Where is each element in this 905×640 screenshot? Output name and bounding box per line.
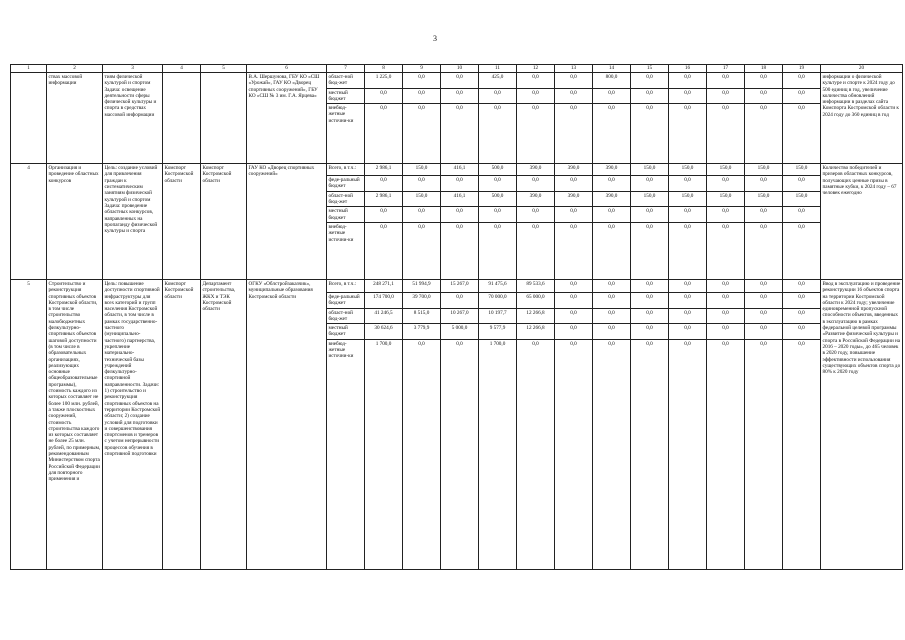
participants: ОГКУ «Облстройзаказчик», муниципальные образования Костромской области — [247, 279, 327, 569]
amount-cell: 0,0 — [593, 279, 631, 292]
amount-cell: 0,0 — [593, 308, 631, 324]
amount-cell: 0,0 — [555, 73, 593, 89]
row-number — [11, 73, 47, 164]
amount-cell: 0,0 — [707, 308, 745, 324]
amount-cell: 0,0 — [669, 176, 707, 192]
participants: В.А. Шершунова, ГБУ КО «СШ «Урожай», ГАУ КО «Дворец спортивных сооружений», ГБУ КО «СШ № 3 им. Г.А. Ярцева» — [247, 73, 327, 164]
column-number: 12 — [517, 65, 555, 73]
amount-cell: 0,0 — [593, 88, 631, 104]
amount-cell: 150,0 — [783, 191, 821, 207]
amount-cell: 0,0 — [707, 324, 745, 340]
amount-cell: 0,0 — [555, 279, 593, 292]
table-row — [11, 279, 903, 292]
amount-cell: 41 246,5 — [365, 308, 403, 324]
amount-cell: 150,0 — [745, 191, 783, 207]
amount-cell: 1 700,0 — [365, 339, 403, 569]
amount-cell: 0,0 — [403, 222, 441, 279]
amount-cell: 390,0 — [593, 191, 631, 207]
amount-cell: 0,0 — [441, 339, 479, 569]
amount-cell: 0,0 — [783, 207, 821, 223]
column-number: 7 — [327, 65, 365, 73]
amount-cell: 0,0 — [479, 222, 517, 279]
amount-cell: 0,0 — [403, 176, 441, 192]
funding-source: местный бюджет — [327, 88, 365, 104]
amount-cell: 0,0 — [555, 176, 593, 192]
amount-cell: 0,0 — [479, 88, 517, 104]
amount-cell: 0,0 — [403, 88, 441, 104]
amount-cell: 0,0 — [669, 339, 707, 569]
amount-cell: 150,0 — [745, 164, 783, 176]
goal-tasks: Цель: создание условий для привлечения граждан к систематическим занятиям физической культурой и спортом Задача: проведение областных конкурсов, направленных на пропаганду физической культуры и спорта — [103, 164, 163, 280]
amount-cell: 0,0 — [555, 222, 593, 279]
amount-cell: 150,0 — [631, 164, 669, 176]
amount-cell: 0,0 — [593, 292, 631, 308]
amount-cell: 0,0 — [403, 339, 441, 569]
row-number: 5 — [11, 279, 47, 569]
amount-cell: 0,0 — [783, 324, 821, 340]
column-number-row — [11, 65, 903, 73]
amount-cell: 0,0 — [783, 88, 821, 104]
amount-cell: 0,0 — [669, 207, 707, 223]
amount-cell: 10 267,0 — [441, 308, 479, 324]
amount-cell: 0,0 — [365, 88, 403, 104]
amount-cell: 500,0 — [479, 191, 517, 207]
amount-cell: 0,0 — [365, 207, 403, 223]
amount-cell: 0,0 — [707, 88, 745, 104]
column-number: 13 — [555, 65, 593, 73]
table-row — [11, 73, 903, 89]
amount-cell: 0,0 — [745, 308, 783, 324]
amount-cell: 0,0 — [783, 279, 821, 292]
amount-cell: 0,0 — [745, 176, 783, 192]
amount-cell: 0,0 — [441, 73, 479, 89]
measure-name: Организация и проведение областных конкурсов — [47, 164, 103, 280]
executor — [201, 73, 247, 164]
funding-source: област-ной бюд-жет — [327, 308, 365, 324]
amount-cell: 0,0 — [783, 73, 821, 89]
column-number: 16 — [669, 65, 707, 73]
amount-cell: 2 986,1 — [365, 164, 403, 176]
amount-cell: 0,0 — [517, 222, 555, 279]
column-number: 20 — [821, 65, 903, 73]
goal-tasks: тиям физической культурой и спортом Задача: освещение деятельности сферы физической культуры и спорта в средствах массовой информации — [103, 73, 163, 164]
amount-cell: 0,0 — [403, 73, 441, 89]
amount-cell: 0,0 — [745, 207, 783, 223]
funding-source: област-ной бюд-жет — [327, 191, 365, 207]
amount-cell: 390,0 — [593, 164, 631, 176]
column-number: 4 — [163, 65, 201, 73]
expected-result: Ввод в эксплуатацию и проведение реконструкции 16 объектов спорта на территории Костромской области к 2024 году; увеличение единовременной пропускной способности объектов, введенных в эксплуатацию в рамках федеральной целевой программы «Развитие физической культуры и спорта в Российской Федерации на 2016 – 2020 годы», до 465 человек в 2020 году, повышение эффективности использования существующих объектов спорта до 80% к 2020 году — [821, 279, 903, 569]
amount-cell: 0,0 — [669, 73, 707, 89]
goal-tasks: Цель: повышение доступности спортивной инфраструктуры для всех категорий и групп населения Костромской области, в том числе в рамках государственно-частного (муниципально-частного) партнерства, укрепление материально-технической базы учреждений физкультурно-спортивной направленности. Задачи: 1) строительство и реконструкция спортивных объектов на территории Костромской области; 2) создание условий для подготовки и совершенствования спортсменов и тренеров с учетом непрерывности процессов обучения в спортивной подготовки — [103, 279, 163, 569]
amount-cell: 500,0 — [479, 164, 517, 176]
funding-source: Всего, в т.ч.: — [327, 279, 365, 292]
funding-source: внебюд-жетные источни-ки — [327, 339, 365, 569]
amount-cell: 150,0 — [403, 191, 441, 207]
amount-cell: 0,0 — [441, 88, 479, 104]
amount-cell: 0,0 — [631, 73, 669, 89]
amount-cell: 0,0 — [441, 222, 479, 279]
amount-cell: 150,0 — [707, 164, 745, 176]
amount-cell: 0,0 — [441, 104, 479, 164]
amount-cell: 0,0 — [631, 324, 669, 340]
amount-cell: 0,0 — [517, 104, 555, 164]
executor: Комспорт Костромской области — [201, 164, 247, 280]
amount-cell: 0,0 — [403, 104, 441, 164]
column-number: 19 — [783, 65, 821, 73]
amount-cell: 0,0 — [631, 279, 669, 292]
amount-cell: 1 700,0 — [479, 339, 517, 569]
column-number: 6 — [247, 65, 327, 73]
amount-cell: 0,0 — [365, 104, 403, 164]
expected-result: Количество победителей и призеров областных конкурсов, получающих ценные призы в памятные кубки, к 2024 году – 67 человек ежегодно — [821, 164, 903, 280]
amount-cell: 0,0 — [669, 222, 707, 279]
column-number: 15 — [631, 65, 669, 73]
column-number: 5 — [201, 65, 247, 73]
amount-cell: 0,0 — [707, 339, 745, 569]
amount-cell: 0,0 — [517, 207, 555, 223]
column-number: 1 — [11, 65, 47, 73]
amount-cell: 0,0 — [479, 207, 517, 223]
funding-source: Всего, в т.ч.: — [327, 164, 365, 176]
amount-cell: 0,0 — [403, 207, 441, 223]
amount-cell: 150,0 — [403, 164, 441, 176]
participants: ГАУ КО «Дворец спортивных сооружений» — [247, 164, 327, 280]
customer: Комспорт Костромской области — [163, 164, 201, 280]
amount-cell: 0,0 — [707, 279, 745, 292]
amount-cell: 91 475,6 — [479, 279, 517, 292]
amount-cell: 0,0 — [707, 176, 745, 192]
amount-cell: 51 994,9 — [403, 279, 441, 292]
amount-cell: 0,0 — [441, 292, 479, 308]
amount-cell: 390,0 — [555, 191, 593, 207]
amount-cell: 0,0 — [669, 308, 707, 324]
customer — [163, 73, 201, 164]
amount-cell: 0,0 — [631, 292, 669, 308]
amount-cell: 0,0 — [669, 88, 707, 104]
amount-cell: 416,1 — [441, 191, 479, 207]
amount-cell: 0,0 — [555, 207, 593, 223]
column-number: 10 — [441, 65, 479, 73]
amount-cell: 8 515,0 — [403, 308, 441, 324]
amount-cell: 0,0 — [441, 207, 479, 223]
amount-cell: 0,0 — [517, 176, 555, 192]
amount-cell: 416,1 — [441, 164, 479, 176]
column-number: 18 — [745, 65, 783, 73]
amount-cell: 5 000,0 — [441, 324, 479, 340]
amount-cell: 0,0 — [631, 308, 669, 324]
amount-cell: 390,0 — [517, 191, 555, 207]
amount-cell: 15 267,0 — [441, 279, 479, 292]
amount-cell: 0,0 — [783, 104, 821, 164]
program-table — [10, 64, 903, 570]
amount-cell: 0,0 — [479, 176, 517, 192]
amount-cell: 0,0 — [707, 104, 745, 164]
amount-cell: 0,0 — [745, 222, 783, 279]
column-number: 2 — [47, 65, 103, 73]
amount-cell: 12 266,8 — [517, 324, 555, 340]
amount-cell: 89 533,6 — [517, 279, 555, 292]
column-number: 11 — [479, 65, 517, 73]
amount-cell: 0,0 — [517, 73, 555, 89]
amount-cell: 0,0 — [555, 292, 593, 308]
amount-cell: 0,0 — [669, 104, 707, 164]
amount-cell: 0,0 — [745, 88, 783, 104]
amount-cell: 30 624,6 — [365, 324, 403, 340]
amount-cell: 248 271,1 — [365, 279, 403, 292]
funding-source: феде-ральный бюджет — [327, 176, 365, 192]
amount-cell: 150,0 — [669, 191, 707, 207]
amount-cell: 0,0 — [669, 279, 707, 292]
amount-cell: 150,0 — [631, 191, 669, 207]
amount-cell: 0,0 — [783, 308, 821, 324]
column-number: 3 — [103, 65, 163, 73]
executor: Департамент строительства, ЖКХ и ТЭК Костромской области — [201, 279, 247, 569]
amount-cell: 0,0 — [441, 176, 479, 192]
amount-cell: 150,0 — [669, 164, 707, 176]
amount-cell: 0,0 — [631, 88, 669, 104]
amount-cell: 0,0 — [745, 292, 783, 308]
amount-cell: 0,0 — [745, 324, 783, 340]
amount-cell: 0,0 — [479, 104, 517, 164]
amount-cell: 0,0 — [555, 104, 593, 164]
amount-cell: 0,0 — [745, 279, 783, 292]
page-number: 3 — [433, 34, 437, 43]
funding-source: внебюд-жетные источни-ки — [327, 104, 365, 164]
amount-cell: 0,0 — [707, 73, 745, 89]
amount-cell: 70 000,0 — [479, 292, 517, 308]
amount-cell: 0,0 — [631, 104, 669, 164]
amount-cell: 0,0 — [517, 339, 555, 569]
table-row — [11, 164, 903, 176]
amount-cell: 0,0 — [783, 339, 821, 569]
amount-cell: 0,0 — [669, 324, 707, 340]
funding-source: феде-ральный бюджет — [327, 292, 365, 308]
amount-cell: 0,0 — [365, 176, 403, 192]
amount-cell: 0,0 — [707, 207, 745, 223]
amount-cell: 2 986,1 — [365, 191, 403, 207]
column-number: 9 — [403, 65, 441, 73]
amount-cell: 65 000,0 — [517, 292, 555, 308]
measure-name: ствах массовой информации — [47, 73, 103, 164]
amount-cell: 390,0 — [555, 164, 593, 176]
funding-source: област-ной бюд-жет — [327, 73, 365, 89]
amount-cell: 0,0 — [669, 292, 707, 308]
amount-cell: 150,0 — [783, 164, 821, 176]
amount-cell: 10 197,7 — [479, 308, 517, 324]
amount-cell: 0,0 — [783, 292, 821, 308]
amount-cell: 39 700,0 — [403, 292, 441, 308]
column-number: 17 — [707, 65, 745, 73]
amount-cell: 174 700,0 — [365, 292, 403, 308]
amount-cell: 0,0 — [555, 339, 593, 569]
amount-cell: 9 577,9 — [479, 324, 517, 340]
customer: Комспорт Костромской области — [163, 279, 201, 569]
amount-cell: 0,0 — [707, 292, 745, 308]
amount-cell: 0,0 — [745, 104, 783, 164]
column-number: 14 — [593, 65, 631, 73]
amount-cell: 0,0 — [745, 73, 783, 89]
amount-cell: 0,0 — [555, 324, 593, 340]
amount-cell: 0,0 — [555, 88, 593, 104]
amount-cell: 800,0 — [593, 73, 631, 89]
amount-cell: 0,0 — [631, 176, 669, 192]
measure-name: Строительство и реконструкция спортивных объектов Костромской области, в том числе строительство малобюджетных физкультурно-спортивных объектов шаговой доступности (в том числе в образовательных организациях, реализующих основные общеобразовательные программы), стоимость каждого из которых составляет не более 100 млн. рублей, а также плоскостных сооружений, стоимость строительства каждого из которых составляет не более 25 млн. рублей, по примерным, рекомендованным Министерством спорта Российской Федерации для повторного применения и — [47, 279, 103, 569]
amount-cell: 0,0 — [593, 324, 631, 340]
funding-source: внебюд-жетные источни-ки — [327, 222, 365, 279]
amount-cell: 0,0 — [555, 308, 593, 324]
amount-cell: 150,0 — [707, 191, 745, 207]
amount-cell: 0,0 — [593, 104, 631, 164]
column-number: 8 — [365, 65, 403, 73]
row-number: 4 — [11, 164, 47, 280]
amount-cell: 0,0 — [593, 207, 631, 223]
amount-cell: 0,0 — [631, 339, 669, 569]
amount-cell: 12 266,8 — [517, 308, 555, 324]
amount-cell: 0,0 — [631, 207, 669, 223]
amount-cell: 0,0 — [745, 339, 783, 569]
amount-cell: 390,0 — [517, 164, 555, 176]
amount-cell: 0,0 — [631, 222, 669, 279]
amount-cell: 0,0 — [517, 88, 555, 104]
expected-result: информации о физической культуре и спорте к 2024 году до 500 единиц в год, увеличение количества обновлений информации в разделах сайта Комспорта Костромской области к 2024 году до 360 единиц в год — [821, 73, 903, 164]
amount-cell: 0,0 — [365, 222, 403, 279]
amount-cell: 0,0 — [593, 339, 631, 569]
amount-cell: 3 779,9 — [403, 324, 441, 340]
funding-source: местный бюджет — [327, 207, 365, 223]
amount-cell: 0,0 — [593, 176, 631, 192]
amount-cell: 0,0 — [783, 176, 821, 192]
amount-cell: 0,0 — [783, 222, 821, 279]
funding-source: местный бюджет — [327, 324, 365, 340]
amount-cell: 0,0 — [707, 222, 745, 279]
amount-cell: 425,0 — [479, 73, 517, 89]
amount-cell: 1 225,0 — [365, 73, 403, 89]
amount-cell: 0,0 — [593, 222, 631, 279]
